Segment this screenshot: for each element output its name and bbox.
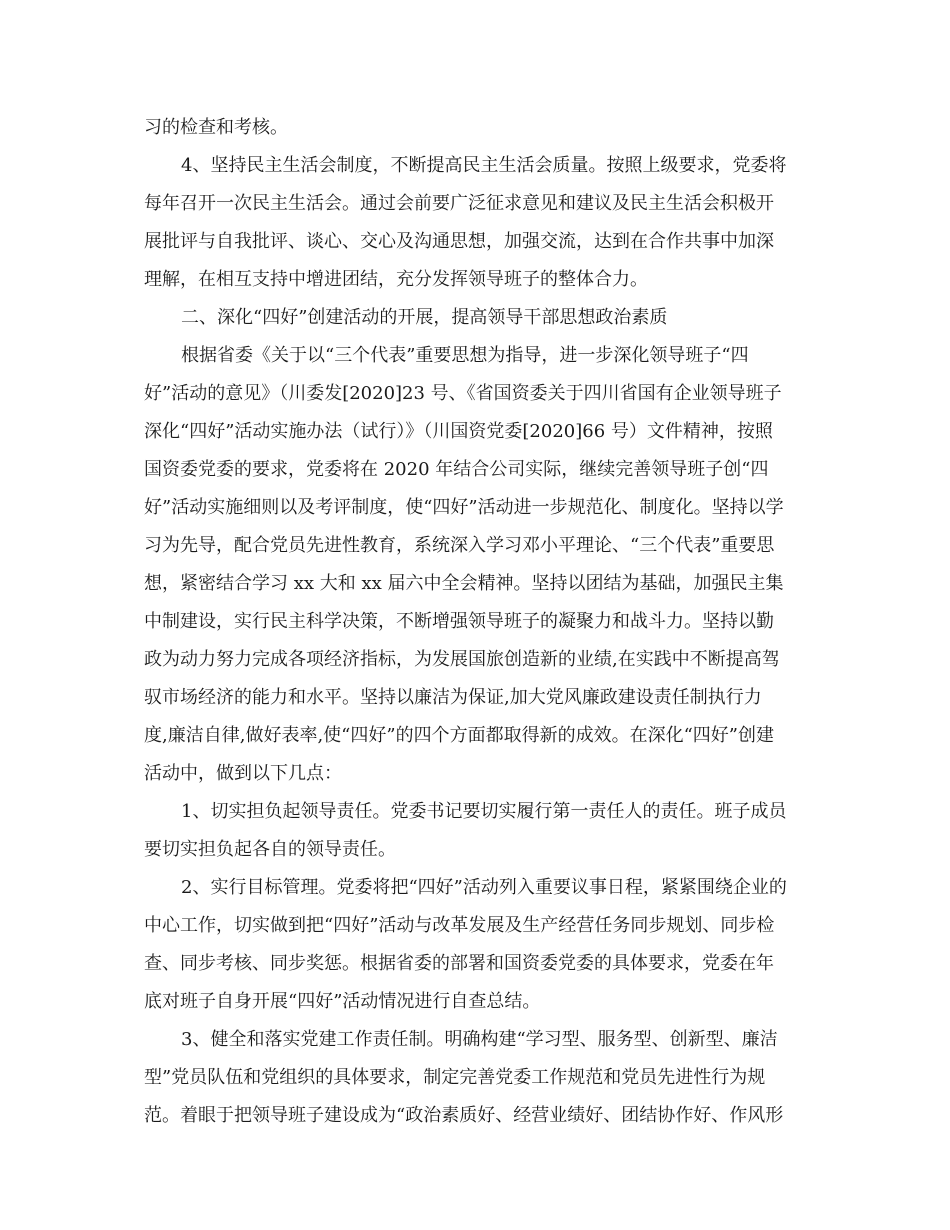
text-line: 度,廉洁自律,做好表率,使“四好”的四个方面都取得新的成效。在深化“四好”创建 [144,725,774,746]
section-heading: 二、深化“四好”创建活动的开展，提高领导干部思想政治素质 [181,307,668,328]
paragraph-start: 根据省委《关于以“三个代表”重要思想为指导，进一步深化领导班子“四 [181,345,749,366]
text-line: 要切实担负起各自的领导责任。 [144,839,396,860]
text-line: 活动中，做到以下几点： [144,763,342,784]
text-line: 深化“四好”活动实施办法（试行）》（川国资党委[2020]66 号）文件精神，按照 [144,421,773,442]
text-line: 底对班子自身开展“四好”活动情况进行自查总结。 [144,991,541,1012]
list-item-2-start: 2、实行目标管理。党委将把“四好”活动列入重要议事日程，紧紧围绕企业的 [181,877,787,898]
text-line: 范。着眼于把领导班子建设成为“政治素质好、经营业绩好、团结协作好、作风形 [144,1105,784,1126]
text-line: 习为先导，配合党员先进性教育，系统深入学习邓小平理论、“三个代表”重要思 [144,535,775,556]
text-line: 政为动力努力完成各项经济指标，为发展国旅创造新的业绩,在实践中不断提高驾 [144,649,780,670]
text-line: 好”活动的意见》（川委发[2020]23 号、《省国资委关于四川省国有企业领导班子 [144,383,782,404]
text-line: 国资委党委的要求，党委将在 2020 年结合公司实际，继续完善领导班子创“四 [144,459,769,480]
text-line: 习的检查和考核。 [144,117,288,138]
list-item-3-start: 3、健全和落实党建工作责任制。明确构建“学习型、服务型、创新型、廉洁 [181,1029,778,1050]
text-line: 中制建设，实行民主科学决策，不断增强领导班子的凝聚力和战斗力。坚持以勤 [144,611,774,632]
text-line: 理解，在相互支持中增进团结，充分发挥领导班子的整体合力。 [144,269,648,290]
text-line: 型”党员队伍和党组织的具体要求，制定完善党委工作规范和党员先进性行为规 [144,1067,766,1088]
text-line: 中心工作，切实做到把“四好”活动与改革发展及生产经营任务同步规划、同步检 [144,915,775,936]
text-line: 驭市场经济的能力和水平。坚持以廉洁为保证,加大党风廉政建设责任制执行力 [144,687,762,708]
text-line: 查、同步考核、同步奖惩。根据省委的部署和国资委党委的具体要求，党委在年 [144,953,774,974]
text-line: 每年召开一次民主生活会。通过会前要广泛征求意见和建议及民主生活会积极开 [144,193,774,214]
list-item-1-start: 1、切实担负起领导责任。党委书记要切实履行第一责任人的责任。班子成员 [181,801,787,822]
paragraph-4-start: 4、坚持民主生活会制度，不断提高民主生活会质量。按照上级要求，党委将 [181,155,787,176]
text-line: 展批评与自我批评、谈心、交心及沟通思想，加强交流，达到在合作共事中加深 [144,231,774,252]
text-line: 想，紧密结合学习 xx 大和 xx 届六中全会精神。坚持以团结为基础，加强民主集 [144,573,784,594]
text-line: 好”活动实施细则以及考评制度，使“四好”活动进一步规范化、制度化。坚持以学 [144,497,784,518]
